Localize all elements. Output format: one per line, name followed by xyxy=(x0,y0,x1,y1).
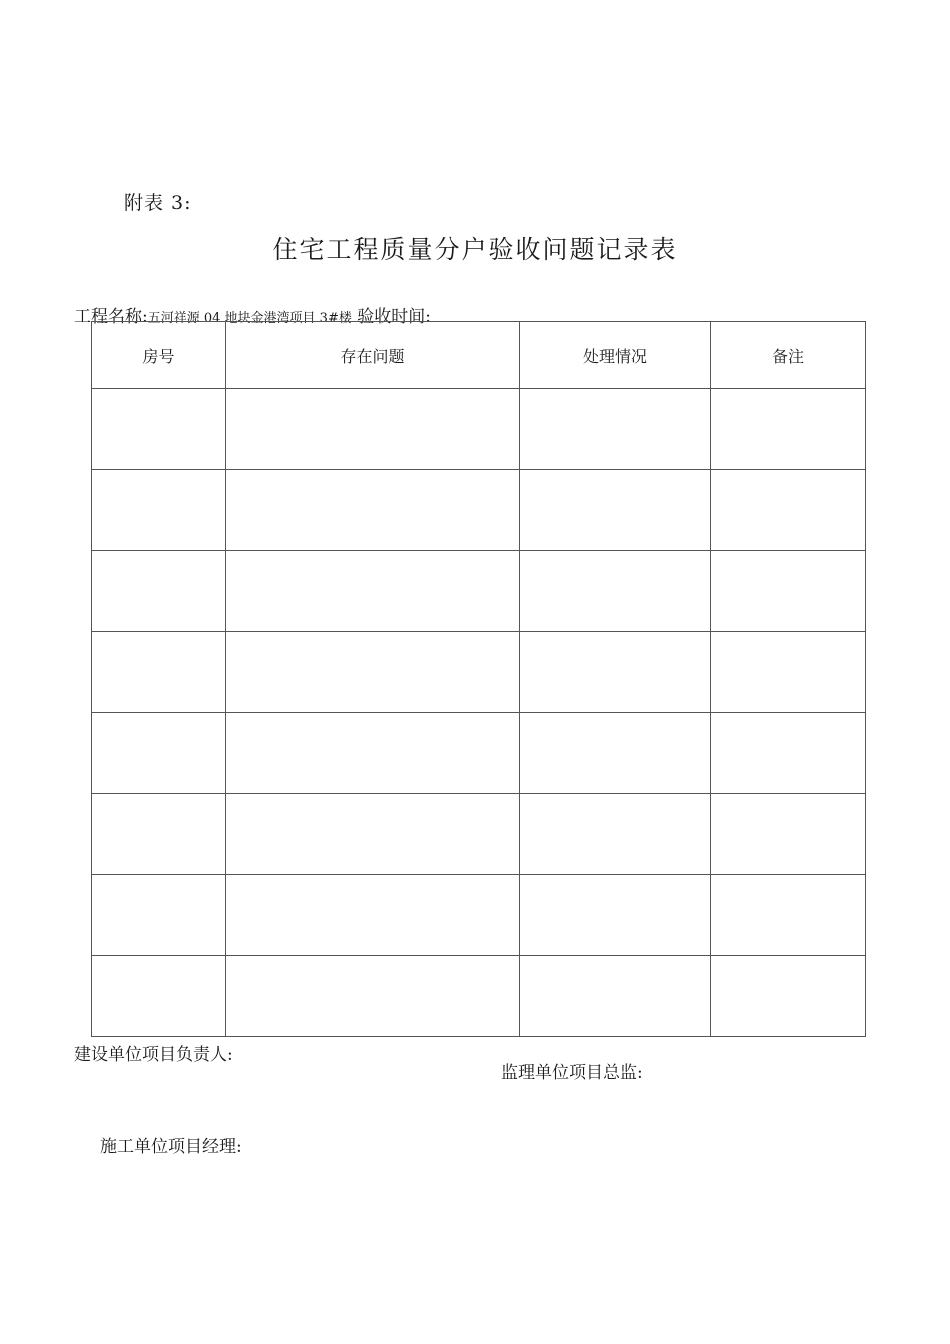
issue-cell[interactable] xyxy=(226,632,520,713)
remarks-cell[interactable] xyxy=(711,632,866,713)
handling-cell[interactable] xyxy=(520,389,711,470)
remarks-cell[interactable] xyxy=(711,713,866,794)
room-number-cell[interactable] xyxy=(92,794,226,875)
room-number-cell[interactable] xyxy=(92,470,226,551)
issue-cell[interactable] xyxy=(226,956,520,1037)
page-title: 住宅工程质量分户验收问题记录表 xyxy=(272,235,678,264)
table-row xyxy=(92,956,866,1037)
table-row xyxy=(92,470,866,551)
header-room-number: 房号 xyxy=(92,322,226,389)
handling-cell[interactable] xyxy=(520,632,711,713)
issue-cell[interactable] xyxy=(226,875,520,956)
owner-project-leader-signature-label: 建设单位项目负责人: xyxy=(74,1045,233,1065)
project-name-label: 工程名称: xyxy=(74,307,148,327)
handling-cell[interactable] xyxy=(520,956,711,1037)
table-row xyxy=(92,713,866,794)
table-row xyxy=(92,389,866,470)
remarks-cell[interactable] xyxy=(711,551,866,632)
room-number-cell[interactable] xyxy=(92,875,226,956)
remarks-cell[interactable] xyxy=(711,470,866,551)
issue-cell[interactable] xyxy=(226,794,520,875)
remarks-cell[interactable] xyxy=(711,389,866,470)
table-header-row xyxy=(92,322,866,389)
table-row xyxy=(92,632,866,713)
inspection-time-label: 验收时间: xyxy=(357,307,431,327)
room-number-cell[interactable] xyxy=(92,389,226,470)
table-row xyxy=(92,794,866,875)
handling-cell[interactable] xyxy=(520,794,711,875)
issue-cell[interactable] xyxy=(226,713,520,794)
handling-cell[interactable] xyxy=(520,875,711,956)
room-number-cell[interactable] xyxy=(92,632,226,713)
room-number-cell[interactable] xyxy=(92,956,226,1037)
remarks-cell[interactable] xyxy=(711,794,866,875)
header-handling-status: 处理情况 xyxy=(520,322,711,389)
header-existing-issues: 存在问题 xyxy=(226,322,520,389)
room-number-cell[interactable] xyxy=(92,551,226,632)
record-table xyxy=(91,321,866,1037)
room-number-cell[interactable] xyxy=(92,713,226,794)
issue-cell[interactable] xyxy=(226,551,520,632)
appendix-label: 附表 3: xyxy=(124,192,192,214)
issue-cell[interactable] xyxy=(226,389,520,470)
issue-cell[interactable] xyxy=(226,470,520,551)
chief-supervisor-signature-label: 监理单位项目总监: xyxy=(501,1063,643,1083)
table-row xyxy=(92,551,866,632)
header-remarks: 备注 xyxy=(711,322,866,389)
remarks-cell[interactable] xyxy=(711,956,866,1037)
handling-cell[interactable] xyxy=(520,713,711,794)
table-row xyxy=(92,875,866,956)
contractor-project-manager-signature-label: 施工单位项目经理: xyxy=(100,1137,242,1157)
handling-cell[interactable] xyxy=(520,551,711,632)
remarks-cell[interactable] xyxy=(711,875,866,956)
project-name-value: 五河祥源 04 地块金港湾项目 3#楼 xyxy=(147,311,352,326)
handling-cell[interactable] xyxy=(520,470,711,551)
